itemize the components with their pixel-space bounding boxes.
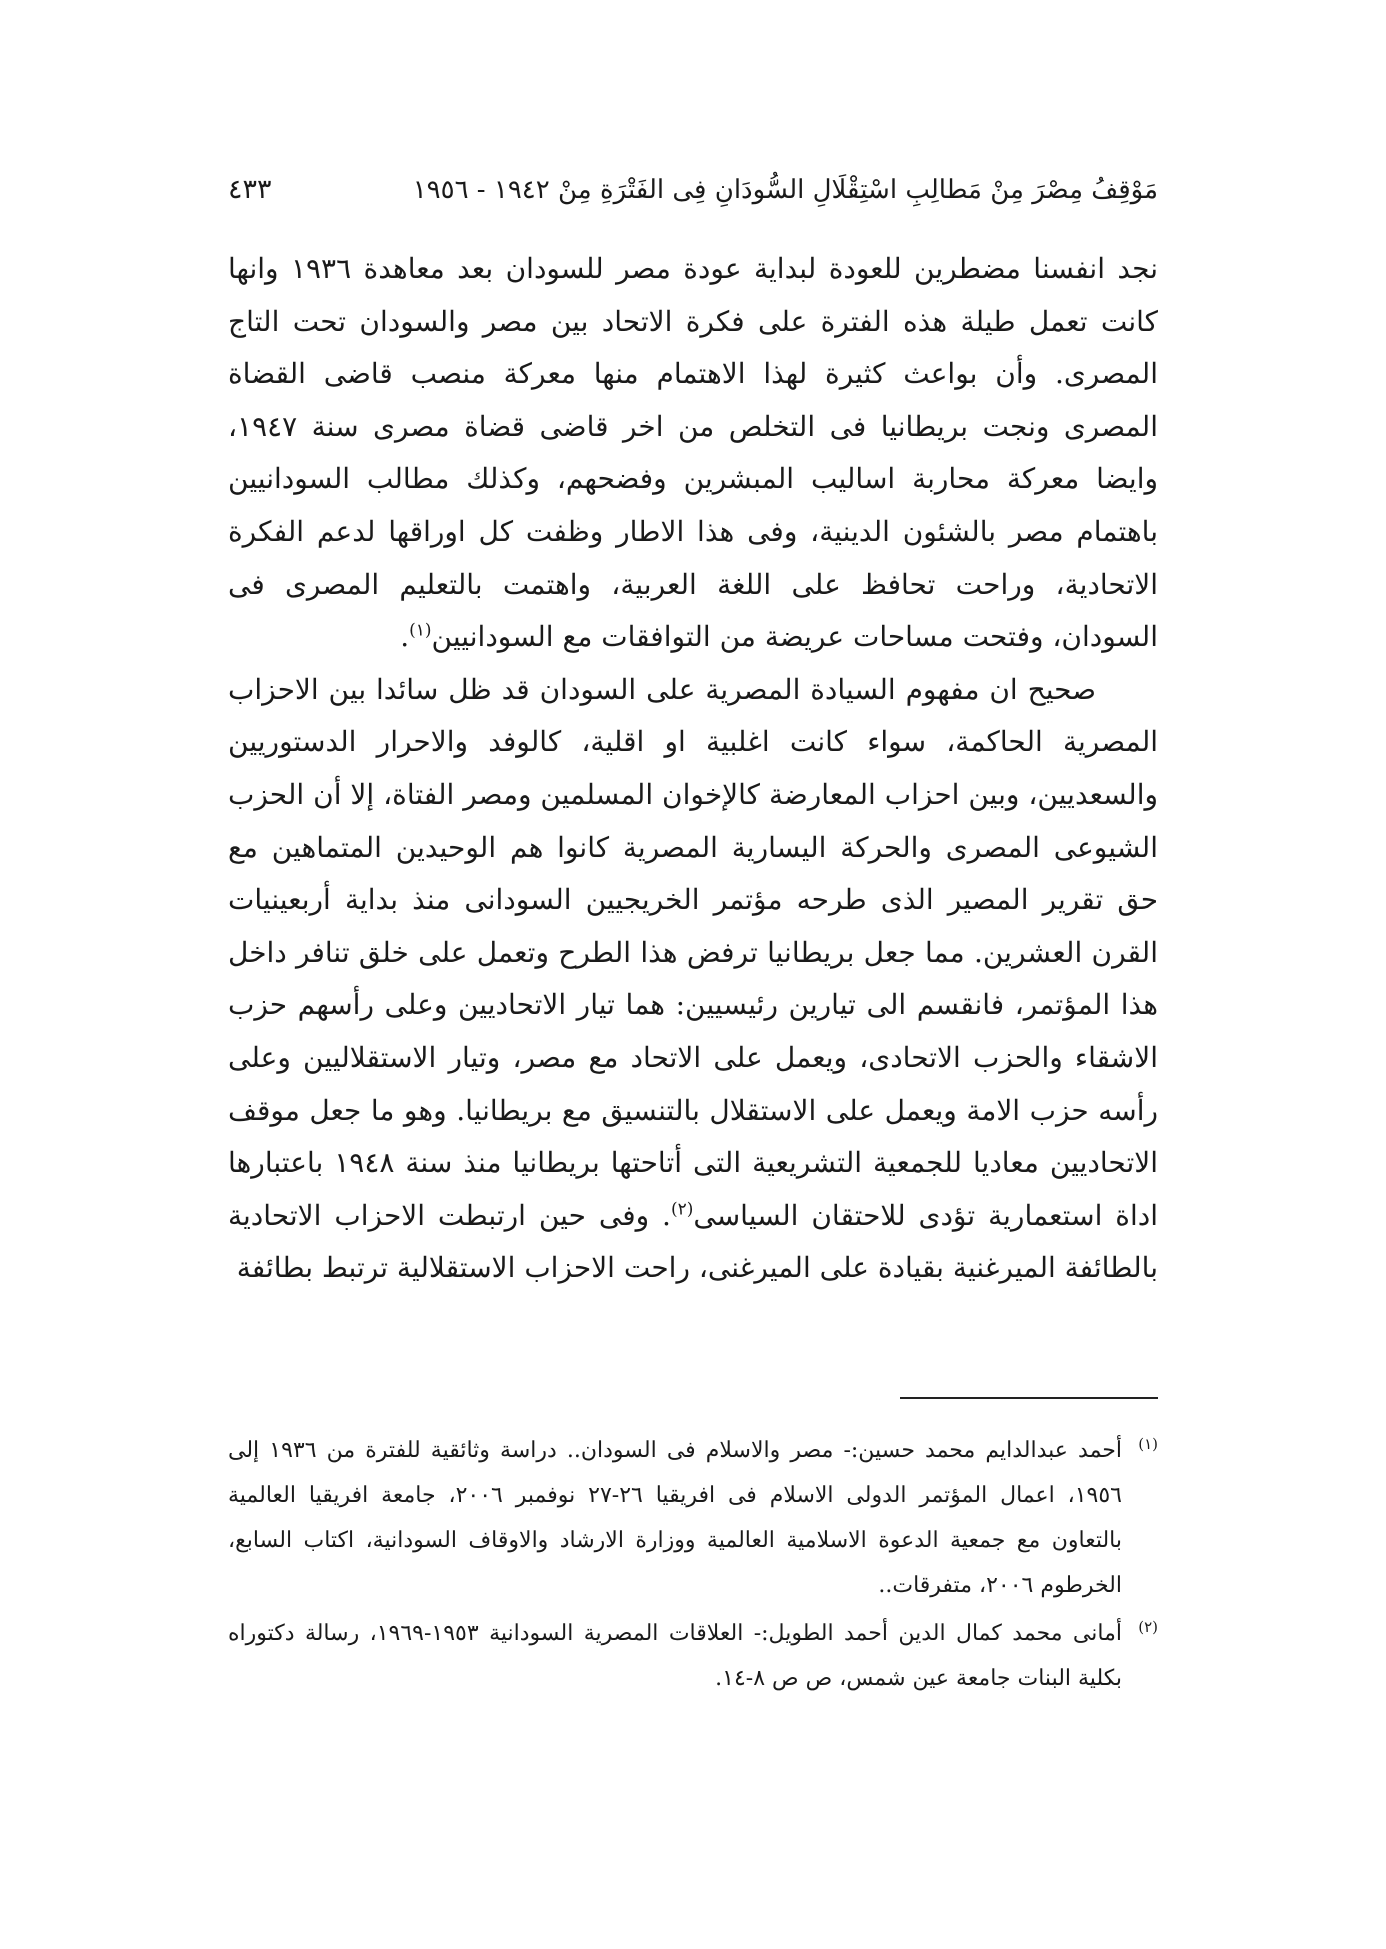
footnote-reference: (٢) xyxy=(670,1199,694,1220)
footnote-text: أمانى محمد كمال الدين أحمد الطويل:- العلاقات المصرية السودانية ١٩٥٣-١٩٦٩، رسالة دكتوراه بكلية البنات جامعة عين شمس، ص ص ٨-١٤. xyxy=(228,1621,1122,1691)
footnote-separator xyxy=(900,1397,1158,1399)
footnote: (٢)أمانى محمد كمال الدين أحمد الطويل:- العلاقات المصرية السودانية ١٩٥٣-١٩٦٩، رسالة دكتوراه بكلية البنات جامعة عين شمس، ص ص ٨-١٤. xyxy=(228,1617,1158,1691)
footnotes xyxy=(228,1428,1158,1704)
page-number: ٤٣٣ xyxy=(228,174,272,205)
paragraph xyxy=(228,664,1158,1295)
footnote-text: أحمد عبدالدايم محمد حسين:- مصر والاسلام فى السودان.. دراسة وثائقية للفترة من ١٩٣٦ إلى ١٩٥٦، اعمال المؤتمر الدولى الاسلام فى افريقيا ٢٦-٢٧ نوفمبر ٢٠٠٦، جامعة افريقيا العالمية بالتعاون مع جمعية الدعوة الاسلامية العالمية ووزارة الارشاد والاوقاف السودانية، اكتاب السابع، الخرطوم ٢٠٠٦، متفرقات.. xyxy=(228,1438,1122,1598)
paragraph-text: صحيح ان مفهوم السيادة المصرية على السودان قد ظل سائدا بين الاحزاب المصرية الحاكمة، سواء كانت اغلبية او اقلية، كالوفد والاحرار الدستوريين والسعديين، وبين احزاب المعارضة كالإخوان المسلمين ومصر الفتاة، إلا أن الحزب الشيوعى المصرى والحركة اليسارية المصرية كانوا هم الوحيدين المتماهين مع حق تقرير المصير الذى طرحه مؤتمر الخريجيين السودانى منذ بداية أربعينيات القرن العشرين. مما جعل بريطانيا ترفض هذا الطرح وتعمل على خلق تنافر داخل هذا المؤتمر، فانقسم الى تيارين رئيسيين: هما تيار الاتحاديين وعلى رأسهم حزب الاشقاء والحزب الاتحادى، ويعمل على الاتحاد مع مصر، وتيار الاستقلاليين وعلى رأسه حزب الامة ويعمل على الاستقلال بالتنسيق مع بريطانيا. وهو ما جعل موقف الاتحاديين معاديا للجمعية التشريعية التى أتاحتها بريطانيا منذ سنة ١٩٤٨ باعتبارها اداة استعمارية تؤدى للاحتقان السياسى xyxy=(228,672,1158,1232)
body-text xyxy=(228,243,1158,1295)
running-title: مَوْقِفُ مِصْرَ مِنْ مَطالِبِ اسْتِقْلَالِ السُّودَانِ فِى الفَتْرَةِ مِنْ ١٩٤٢ - ١٩٥٦ xyxy=(412,175,1158,205)
paragraph xyxy=(228,243,1158,664)
paragraph-end: . xyxy=(400,620,410,654)
paragraph-text-continued: . وفى حين ارتبطت الاحزاب الاتحادية بالطائفة الميرغنية بقيادة على الميرغنى، راحت الاحزاب الاستقلالية ترتبط بطائفة xyxy=(228,1198,1158,1285)
paragraph-text: نجد انفسنا مضطرين للعودة لبداية عودة مصر للسودان بعد معاهدة ١٩٣٦ وانها كانت تعمل طيلة هذه الفترة على فكرة الاتحاد بين مصر والسودان تحت التاج المصرى. وأن بواعث كثيرة لهذا الاهتمام منها معركة منصب قاضى القضاة المصرى ونجت بريطانيا فى التخلص من اخر قاضى قضاة مصرى سنة ١٩٤٧، وايضا معركة محاربة اساليب المبشرين وفضحهم، وكذلك مطالب السودانيين باهتمام مصر بالشئون الدينية، وفى هذا الاطار وظفت كل اوراقها لدعم الفكرة الاتحادية، وراحت تحافظ على اللغة العربية، واهتمت بالتعليم المصرى فى السودان، وفتحت مساحات عريضة من التوافقات مع السودانيين xyxy=(228,252,1158,654)
running-header xyxy=(228,170,1158,210)
footnote-reference: (١) xyxy=(409,620,432,641)
footnote: (١)أحمد عبدالدايم محمد حسين:- مصر والاسلام فى السودان.. دراسة وثائقية للفترة من ١٩٣٦ إلى ١٩٥٦، اعمال المؤتمر الدولى الاسلام فى افريقيا ٢٦-٢٧ نوفمبر ٢٠٠٦، جامعة افريقيا العالمية بالتعاون مع جمعية الدعوة الاسلامية العالمية ووزارة الارشاد والاوقاف السودانية، اكتاب السابع، الخرطوم ٢٠٠٦، متفرقات.. xyxy=(228,1434,1158,1598)
